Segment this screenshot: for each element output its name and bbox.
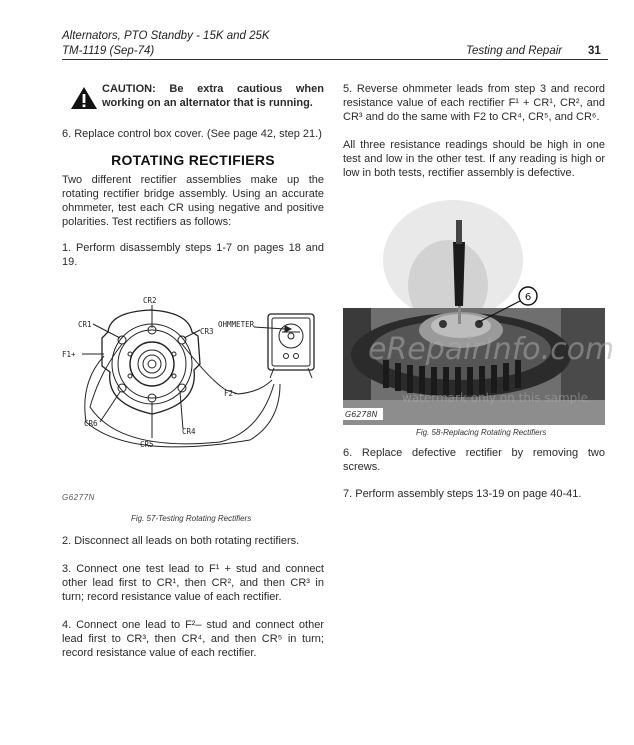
figure-57-id: G6277N <box>62 493 95 502</box>
page-number: 31 <box>588 45 601 57</box>
warning-triangle-icon <box>70 86 98 110</box>
label-f1: F1+ <box>62 350 76 359</box>
header-tm-number: TM-1119 (Sep-74) <box>62 45 155 57</box>
section-title: ROTATING RECTIFIERS <box>111 152 275 168</box>
step-3: 3. Connect one test lead to F¹ + stud and connect other lead first to CR¹, then CR², and then CR³ in turn; record resistance value of each rectifier. <box>62 563 324 603</box>
step-7: 7. Perform assembly steps 13-19 on page 40-41. <box>343 488 582 500</box>
label-f2: F2- <box>224 389 238 398</box>
caution-block <box>62 82 324 114</box>
intro-paragraph: Two different rectifier assemblies make up the rotating rectifier bridge assembly. Using an accurate ohmmeter, test each CR using negative and positive polarities. Test rectifiers as follows: <box>62 174 324 228</box>
header-section: Testing and Repair <box>466 45 563 57</box>
label-cr3: CR3 <box>200 327 214 336</box>
step-6-right: 6. Replace defective rectifier by removing two screws. <box>343 447 605 473</box>
step-2: 2. Disconnect all leads on both rotating rectifiers. <box>62 535 300 547</box>
right-column-lower <box>343 446 605 501</box>
label-ohmmeter: OHMMETER <box>218 320 255 329</box>
step-4: 4. Connect one lead to F²– stud and connect other lead first to CR³, then CR⁴, and then CR⁵ in turn; record resistance value of each rectifier. <box>62 619 324 659</box>
figure-58-id: G6278N <box>345 410 378 419</box>
left-column <box>62 82 324 269</box>
rectifier-photo <box>343 190 605 425</box>
label-cr4: CR4 <box>182 427 196 436</box>
step-5: 5. Reverse ohmmeter leads from step 3 and record resistance value of each rectifier F¹ + CR¹, CR², and CR³ and do the same with F2 to CR⁴, CR⁵, and CR⁶. <box>343 83 605 123</box>
left-column-lower <box>62 534 324 660</box>
watermark-subtext: watermark only on this sample <box>402 391 589 405</box>
caution-text: CAUTION: Be extra cautious when working on an alternator that is running. <box>102 83 324 109</box>
readings-paragraph: All three resistance readings should be high in one test and low in the other test. If any reading is high or low in both tests, rectifier assembly is defective. <box>343 139 605 179</box>
figure-57-caption: Fig. 57-Testing Rotating Rectifiers <box>131 514 252 523</box>
right-column <box>343 82 605 180</box>
label-cr2: CR2 <box>143 296 157 305</box>
step-6-left: 6. Replace control box cover. (See page 42, step 21.) <box>62 128 322 140</box>
label-cr5: CR5 <box>140 440 154 449</box>
label-cr1: CR1 <box>78 320 92 329</box>
figure-58-caption: Fig. 58-Replacing Rotating Rectifiers <box>416 428 547 437</box>
header-rule <box>62 59 608 60</box>
watermark-text: eRepairInfo.com <box>368 332 615 367</box>
callout-6-label: 6 <box>524 292 532 303</box>
step-1: 1. Perform disassembly steps 1-7 on pages 18 and 19. <box>62 242 324 268</box>
header-title: Alternators, PTO Standby - 15K and 25K <box>62 30 270 42</box>
rectifier-test-diagram <box>60 292 330 457</box>
label-cr6: CR6 <box>84 419 98 428</box>
